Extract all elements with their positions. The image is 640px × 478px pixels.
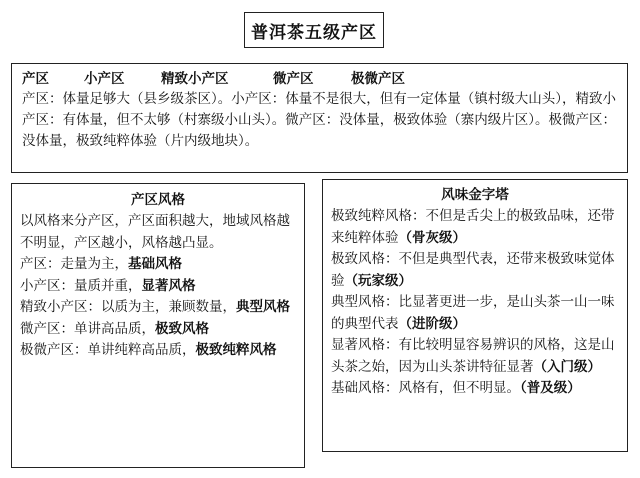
list-item bbox=[20, 254, 296, 276]
list-item bbox=[20, 297, 296, 319]
item-text: 极致纯粹风格：不但是舌尖上的极致品味，还带来纯粹体验 bbox=[331, 208, 615, 246]
list-item bbox=[331, 335, 619, 378]
tier-name: 极微产区 bbox=[351, 71, 405, 87]
item-text: 极微产区：单讲纯粹高品质， bbox=[20, 342, 196, 358]
page-title-text: 普洱茶五级产区 bbox=[251, 22, 377, 43]
list-item bbox=[331, 249, 619, 292]
style-intro: 以风格来分产区，产区面积越大，地域风格越不明显，产区越小，风格越凸显。 bbox=[20, 213, 290, 251]
tier-name: 微产区 bbox=[273, 71, 314, 87]
item-text: 小产区：量质并重， bbox=[20, 277, 142, 294]
item-bold-text: 极致纯粹风格 bbox=[195, 342, 277, 358]
tier-names-row bbox=[22, 69, 617, 89]
item-bold-text: 极致风格 bbox=[155, 320, 209, 337]
tier-name: 精致小产区 bbox=[161, 71, 229, 87]
item-text: 基础风格：风格有，但不明显。 bbox=[331, 380, 520, 396]
item-text: 极致风格：不但是典型代表，还带来极致味觉体验 bbox=[331, 251, 615, 289]
item-bold-text: （普及级） bbox=[520, 380, 581, 396]
tier-name: 小产区 bbox=[84, 71, 125, 87]
item-text: 产区：走量为主， bbox=[20, 256, 128, 272]
item-bold-text: 显著风格 bbox=[141, 277, 196, 294]
item-bold-text: （玩家级） bbox=[344, 272, 412, 289]
style-panel bbox=[11, 183, 305, 468]
tier-name: 产区 bbox=[22, 71, 49, 87]
item-bold-text: 基础风格 bbox=[128, 256, 182, 272]
item-text: 精致小产区：以质为主，兼顾数量， bbox=[20, 299, 236, 315]
tiers-panel bbox=[11, 63, 628, 173]
list-item bbox=[20, 340, 296, 362]
item-text: 显著风格：有比较明显容易辨识的风格，这是山头茶之始，因为山头茶讲特征显著 bbox=[331, 337, 615, 375]
flavor-panel bbox=[322, 179, 628, 452]
page-title bbox=[244, 12, 384, 48]
list-item bbox=[331, 378, 619, 400]
item-bold-text: （骨灰级） bbox=[398, 229, 466, 246]
item-bold-text: （进阶级） bbox=[398, 315, 466, 332]
tiers-description: 产区：体量足够大（县乡级茶区）。小产区：体量不是很大，但有一定体量（镇村级大山头），精致小产区：有体量，但不太够（村寨级小山头）。微产区：没体量，极致体验（寨内级片区）。极微产区：没体量，极致纯粹体验（片内级地块）。 bbox=[22, 91, 616, 149]
item-text: 典型风格：比显著更进一步，是山头茶一山一味的典型代表 bbox=[331, 294, 615, 332]
style-panel-heading: 产区风格 bbox=[131, 192, 185, 208]
list-item bbox=[331, 292, 619, 335]
item-text: 微产区：单讲高品质， bbox=[20, 320, 155, 337]
flavor-panel-heading: 风味金字塔 bbox=[441, 187, 509, 203]
list-item bbox=[20, 319, 296, 341]
list-item bbox=[20, 276, 296, 298]
list-item bbox=[331, 206, 619, 249]
item-bold-text: 典型风格 bbox=[236, 299, 290, 315]
item-bold-text: （入门级） bbox=[533, 358, 601, 375]
